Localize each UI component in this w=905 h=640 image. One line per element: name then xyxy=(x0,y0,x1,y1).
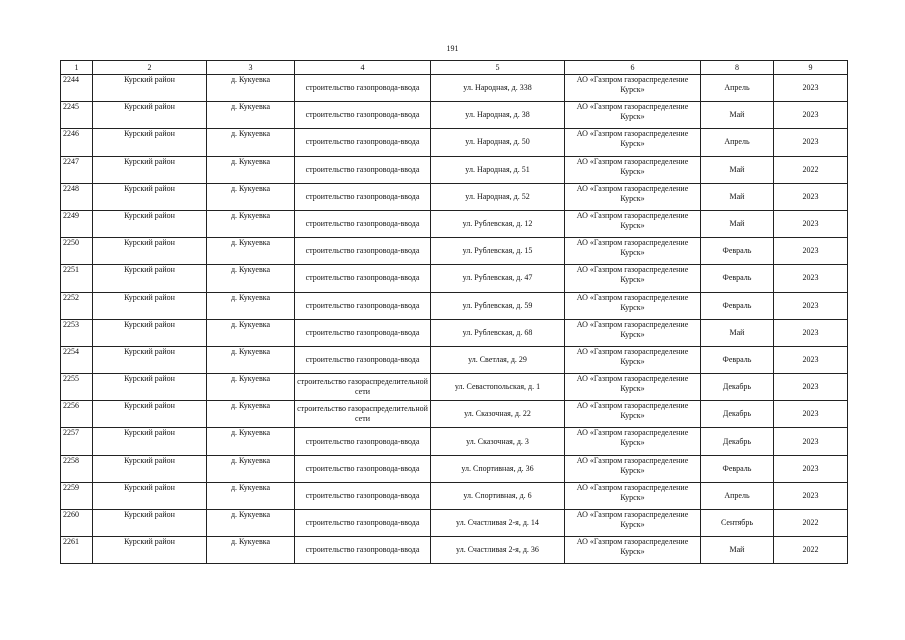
organization-cell: АО «Газпром газораспределение Курск» xyxy=(565,537,701,564)
row-number-cell: 2255 xyxy=(61,374,93,401)
work-type-cell: строительство газораспределительной сети xyxy=(295,401,431,428)
district-cell: Курский район xyxy=(93,102,207,129)
year-cell: 2023 xyxy=(774,129,848,156)
row-number-cell: 2252 xyxy=(61,292,93,319)
row-number-cell: 2245 xyxy=(61,102,93,129)
settlement-cell: д. Кукуевка xyxy=(207,455,295,482)
table-row xyxy=(61,374,848,401)
month-cell: Февраль xyxy=(701,265,774,292)
organization-cell: АО «Газпром газораспределение Курск» xyxy=(565,510,701,537)
table-row xyxy=(61,319,848,346)
settlement-cell: д. Кукуевка xyxy=(207,510,295,537)
settlement-cell: д. Кукуевка xyxy=(207,319,295,346)
settlement-cell: д. Кукуевка xyxy=(207,401,295,428)
year-cell: 2023 xyxy=(774,75,848,102)
address-cell: ул. Севастопольская, д. 1 xyxy=(431,374,565,401)
month-cell: Май xyxy=(701,183,774,210)
address-cell: ул. Народная, д. 38 xyxy=(431,102,565,129)
address-cell: ул. Счастливая 2-я, д. 14 xyxy=(431,510,565,537)
settlement-cell: д. Кукуевка xyxy=(207,210,295,237)
column-header: 8 xyxy=(701,61,774,75)
row-number-cell: 2258 xyxy=(61,455,93,482)
table-row xyxy=(61,75,848,102)
address-cell: ул. Сказочная, д. 3 xyxy=(431,428,565,455)
table-row xyxy=(61,401,848,428)
district-cell: Курский район xyxy=(93,537,207,564)
address-cell: ул. Спортивная, д. 36 xyxy=(431,455,565,482)
row-number-cell: 2249 xyxy=(61,210,93,237)
organization-cell: АО «Газпром газораспределение Курск» xyxy=(565,292,701,319)
address-cell: ул. Народная, д. 51 xyxy=(431,156,565,183)
work-type-cell: строительство газопровода-ввода xyxy=(295,156,431,183)
district-cell: Курский район xyxy=(93,346,207,373)
table-row xyxy=(61,102,848,129)
work-type-cell: строительство газораспределительной сети xyxy=(295,374,431,401)
settlement-cell: д. Кукуевка xyxy=(207,482,295,509)
month-cell: Декабрь xyxy=(701,401,774,428)
month-cell: Февраль xyxy=(701,238,774,265)
month-cell: Декабрь xyxy=(701,428,774,455)
table-row xyxy=(61,537,848,564)
organization-cell: АО «Газпром газораспределение Курск» xyxy=(565,455,701,482)
district-cell: Курский район xyxy=(93,428,207,455)
settlement-cell: д. Кукуевка xyxy=(207,428,295,455)
table-row xyxy=(61,482,848,509)
work-type-cell: строительство газопровода-ввода xyxy=(295,238,431,265)
registry-table xyxy=(60,60,848,564)
organization-cell: АО «Газпром газораспределение Курск» xyxy=(565,374,701,401)
settlement-cell: д. Кукуевка xyxy=(207,346,295,373)
work-type-cell: строительство газопровода-ввода xyxy=(295,455,431,482)
row-number-cell: 2250 xyxy=(61,238,93,265)
work-type-cell: строительство газопровода-ввода xyxy=(295,510,431,537)
district-cell: Курский район xyxy=(93,238,207,265)
row-number-cell: 2251 xyxy=(61,265,93,292)
column-header: 6 xyxy=(565,61,701,75)
column-header: 2 xyxy=(93,61,207,75)
row-number-cell: 2247 xyxy=(61,156,93,183)
organization-cell: АО «Газпром газораспределение Курск» xyxy=(565,401,701,428)
row-number-cell: 2244 xyxy=(61,75,93,102)
district-cell: Курский район xyxy=(93,510,207,537)
table-header xyxy=(61,61,848,75)
work-type-cell: строительство газопровода-ввода xyxy=(295,482,431,509)
work-type-cell: строительство газопровода-ввода xyxy=(295,129,431,156)
month-cell: Май xyxy=(701,537,774,564)
row-number-cell: 2248 xyxy=(61,183,93,210)
table-row xyxy=(61,292,848,319)
column-header: 1 xyxy=(61,61,93,75)
year-cell: 2023 xyxy=(774,482,848,509)
month-cell: Май xyxy=(701,210,774,237)
row-number-cell: 2253 xyxy=(61,319,93,346)
work-type-cell: строительство газопровода-ввода xyxy=(295,292,431,319)
settlement-cell: д. Кукуевка xyxy=(207,129,295,156)
organization-cell: АО «Газпром газораспределение Курск» xyxy=(565,183,701,210)
address-cell: ул. Рублевская, д. 68 xyxy=(431,319,565,346)
year-cell: 2022 xyxy=(774,156,848,183)
address-cell: ул. Народная, д. 52 xyxy=(431,183,565,210)
work-type-cell: строительство газопровода-ввода xyxy=(295,428,431,455)
year-cell: 2023 xyxy=(774,428,848,455)
work-type-cell: строительство газопровода-ввода xyxy=(295,537,431,564)
column-header: 4 xyxy=(295,61,431,75)
year-cell: 2022 xyxy=(774,537,848,564)
month-cell: Май xyxy=(701,319,774,346)
organization-cell: АО «Газпром газораспределение Курск» xyxy=(565,210,701,237)
organization-cell: АО «Газпром газораспределение Курск» xyxy=(565,265,701,292)
month-cell: Май xyxy=(701,102,774,129)
column-header: 3 xyxy=(207,61,295,75)
district-cell: Курский район xyxy=(93,482,207,509)
month-cell: Декабрь xyxy=(701,374,774,401)
address-cell: ул. Спортивная, д. 6 xyxy=(431,482,565,509)
year-cell: 2023 xyxy=(774,265,848,292)
address-cell: ул. Народная, д. 338 xyxy=(431,75,565,102)
year-cell: 2023 xyxy=(774,374,848,401)
address-cell: ул. Рублевская, д. 47 xyxy=(431,265,565,292)
settlement-cell: д. Кукуевка xyxy=(207,183,295,210)
table-row xyxy=(61,183,848,210)
district-cell: Курский район xyxy=(93,156,207,183)
month-cell: Февраль xyxy=(701,292,774,319)
year-cell: 2023 xyxy=(774,401,848,428)
month-cell: Апрель xyxy=(701,129,774,156)
settlement-cell: д. Кукуевка xyxy=(207,75,295,102)
address-cell: ул. Сказочная, д. 22 xyxy=(431,401,565,428)
organization-cell: АО «Газпром газораспределение Курск» xyxy=(565,129,701,156)
address-cell: ул. Рублевская, д. 59 xyxy=(431,292,565,319)
row-number-cell: 2257 xyxy=(61,428,93,455)
year-cell: 2023 xyxy=(774,102,848,129)
district-cell: Курский район xyxy=(93,374,207,401)
month-cell: Май xyxy=(701,156,774,183)
table-row xyxy=(61,428,848,455)
address-cell: ул. Рублевская, д. 15 xyxy=(431,238,565,265)
district-cell: Курский район xyxy=(93,75,207,102)
organization-cell: АО «Газпром газораспределение Курск» xyxy=(565,238,701,265)
organization-cell: АО «Газпром газораспределение Курск» xyxy=(565,319,701,346)
settlement-cell: д. Кукуевка xyxy=(207,374,295,401)
month-cell: Февраль xyxy=(701,455,774,482)
district-cell: Курский район xyxy=(93,401,207,428)
year-cell: 2023 xyxy=(774,183,848,210)
year-cell: 2022 xyxy=(774,510,848,537)
work-type-cell: строительство газопровода-ввода xyxy=(295,75,431,102)
month-cell: Сентябрь xyxy=(701,510,774,537)
organization-cell: АО «Газпром газораспределение Курск» xyxy=(565,346,701,373)
row-number-cell: 2246 xyxy=(61,129,93,156)
table-row xyxy=(61,129,848,156)
header-row xyxy=(61,61,848,75)
table-row xyxy=(61,455,848,482)
work-type-cell: строительство газопровода-ввода xyxy=(295,210,431,237)
work-type-cell: строительство газопровода-ввода xyxy=(295,102,431,129)
settlement-cell: д. Кукуевка xyxy=(207,238,295,265)
row-number-cell: 2256 xyxy=(61,401,93,428)
organization-cell: АО «Газпром газораспределение Курск» xyxy=(565,75,701,102)
row-number-cell: 2254 xyxy=(61,346,93,373)
work-type-cell: строительство газопровода-ввода xyxy=(295,265,431,292)
year-cell: 2023 xyxy=(774,292,848,319)
district-cell: Курский район xyxy=(93,210,207,237)
organization-cell: АО «Газпром газораспределение Курск» xyxy=(565,156,701,183)
year-cell: 2023 xyxy=(774,238,848,265)
month-cell: Апрель xyxy=(701,482,774,509)
row-number-cell: 2260 xyxy=(61,510,93,537)
work-type-cell: строительство газопровода-ввода xyxy=(295,346,431,373)
table-row xyxy=(61,210,848,237)
year-cell: 2023 xyxy=(774,455,848,482)
address-cell: ул. Светлая, д. 29 xyxy=(431,346,565,373)
district-cell: Курский район xyxy=(93,129,207,156)
district-cell: Курский район xyxy=(93,292,207,319)
table-body xyxy=(61,75,848,564)
table-row xyxy=(61,156,848,183)
address-cell: ул. Счастливая 2-я, д. 36 xyxy=(431,537,565,564)
row-number-cell: 2259 xyxy=(61,482,93,509)
district-cell: Курский район xyxy=(93,319,207,346)
settlement-cell: д. Кукуевка xyxy=(207,265,295,292)
settlement-cell: д. Кукуевка xyxy=(207,537,295,564)
year-cell: 2023 xyxy=(774,210,848,237)
work-type-cell: строительство газопровода-ввода xyxy=(295,183,431,210)
organization-cell: АО «Газпром газораспределение Курск» xyxy=(565,428,701,455)
address-cell: ул. Рублевская, д. 12 xyxy=(431,210,565,237)
district-cell: Курский район xyxy=(93,183,207,210)
year-cell: 2023 xyxy=(774,346,848,373)
month-cell: Апрель xyxy=(701,75,774,102)
organization-cell: АО «Газпром газораспределение Курск» xyxy=(565,482,701,509)
settlement-cell: д. Кукуевка xyxy=(207,156,295,183)
address-cell: ул. Народная, д. 50 xyxy=(431,129,565,156)
month-cell: Февраль xyxy=(701,346,774,373)
settlement-cell: д. Кукуевка xyxy=(207,102,295,129)
table-row xyxy=(61,510,848,537)
district-cell: Курский район xyxy=(93,455,207,482)
table-row xyxy=(61,238,848,265)
work-type-cell: строительство газопровода-ввода xyxy=(295,319,431,346)
column-header: 9 xyxy=(774,61,848,75)
district-cell: Курский район xyxy=(93,265,207,292)
organization-cell: АО «Газпром газораспределение Курск» xyxy=(565,102,701,129)
table-row xyxy=(61,265,848,292)
column-header: 5 xyxy=(431,61,565,75)
year-cell: 2023 xyxy=(774,319,848,346)
page-number: 191 xyxy=(446,44,459,53)
row-number-cell: 2261 xyxy=(61,537,93,564)
settlement-cell: д. Кукуевка xyxy=(207,292,295,319)
table-row xyxy=(61,346,848,373)
